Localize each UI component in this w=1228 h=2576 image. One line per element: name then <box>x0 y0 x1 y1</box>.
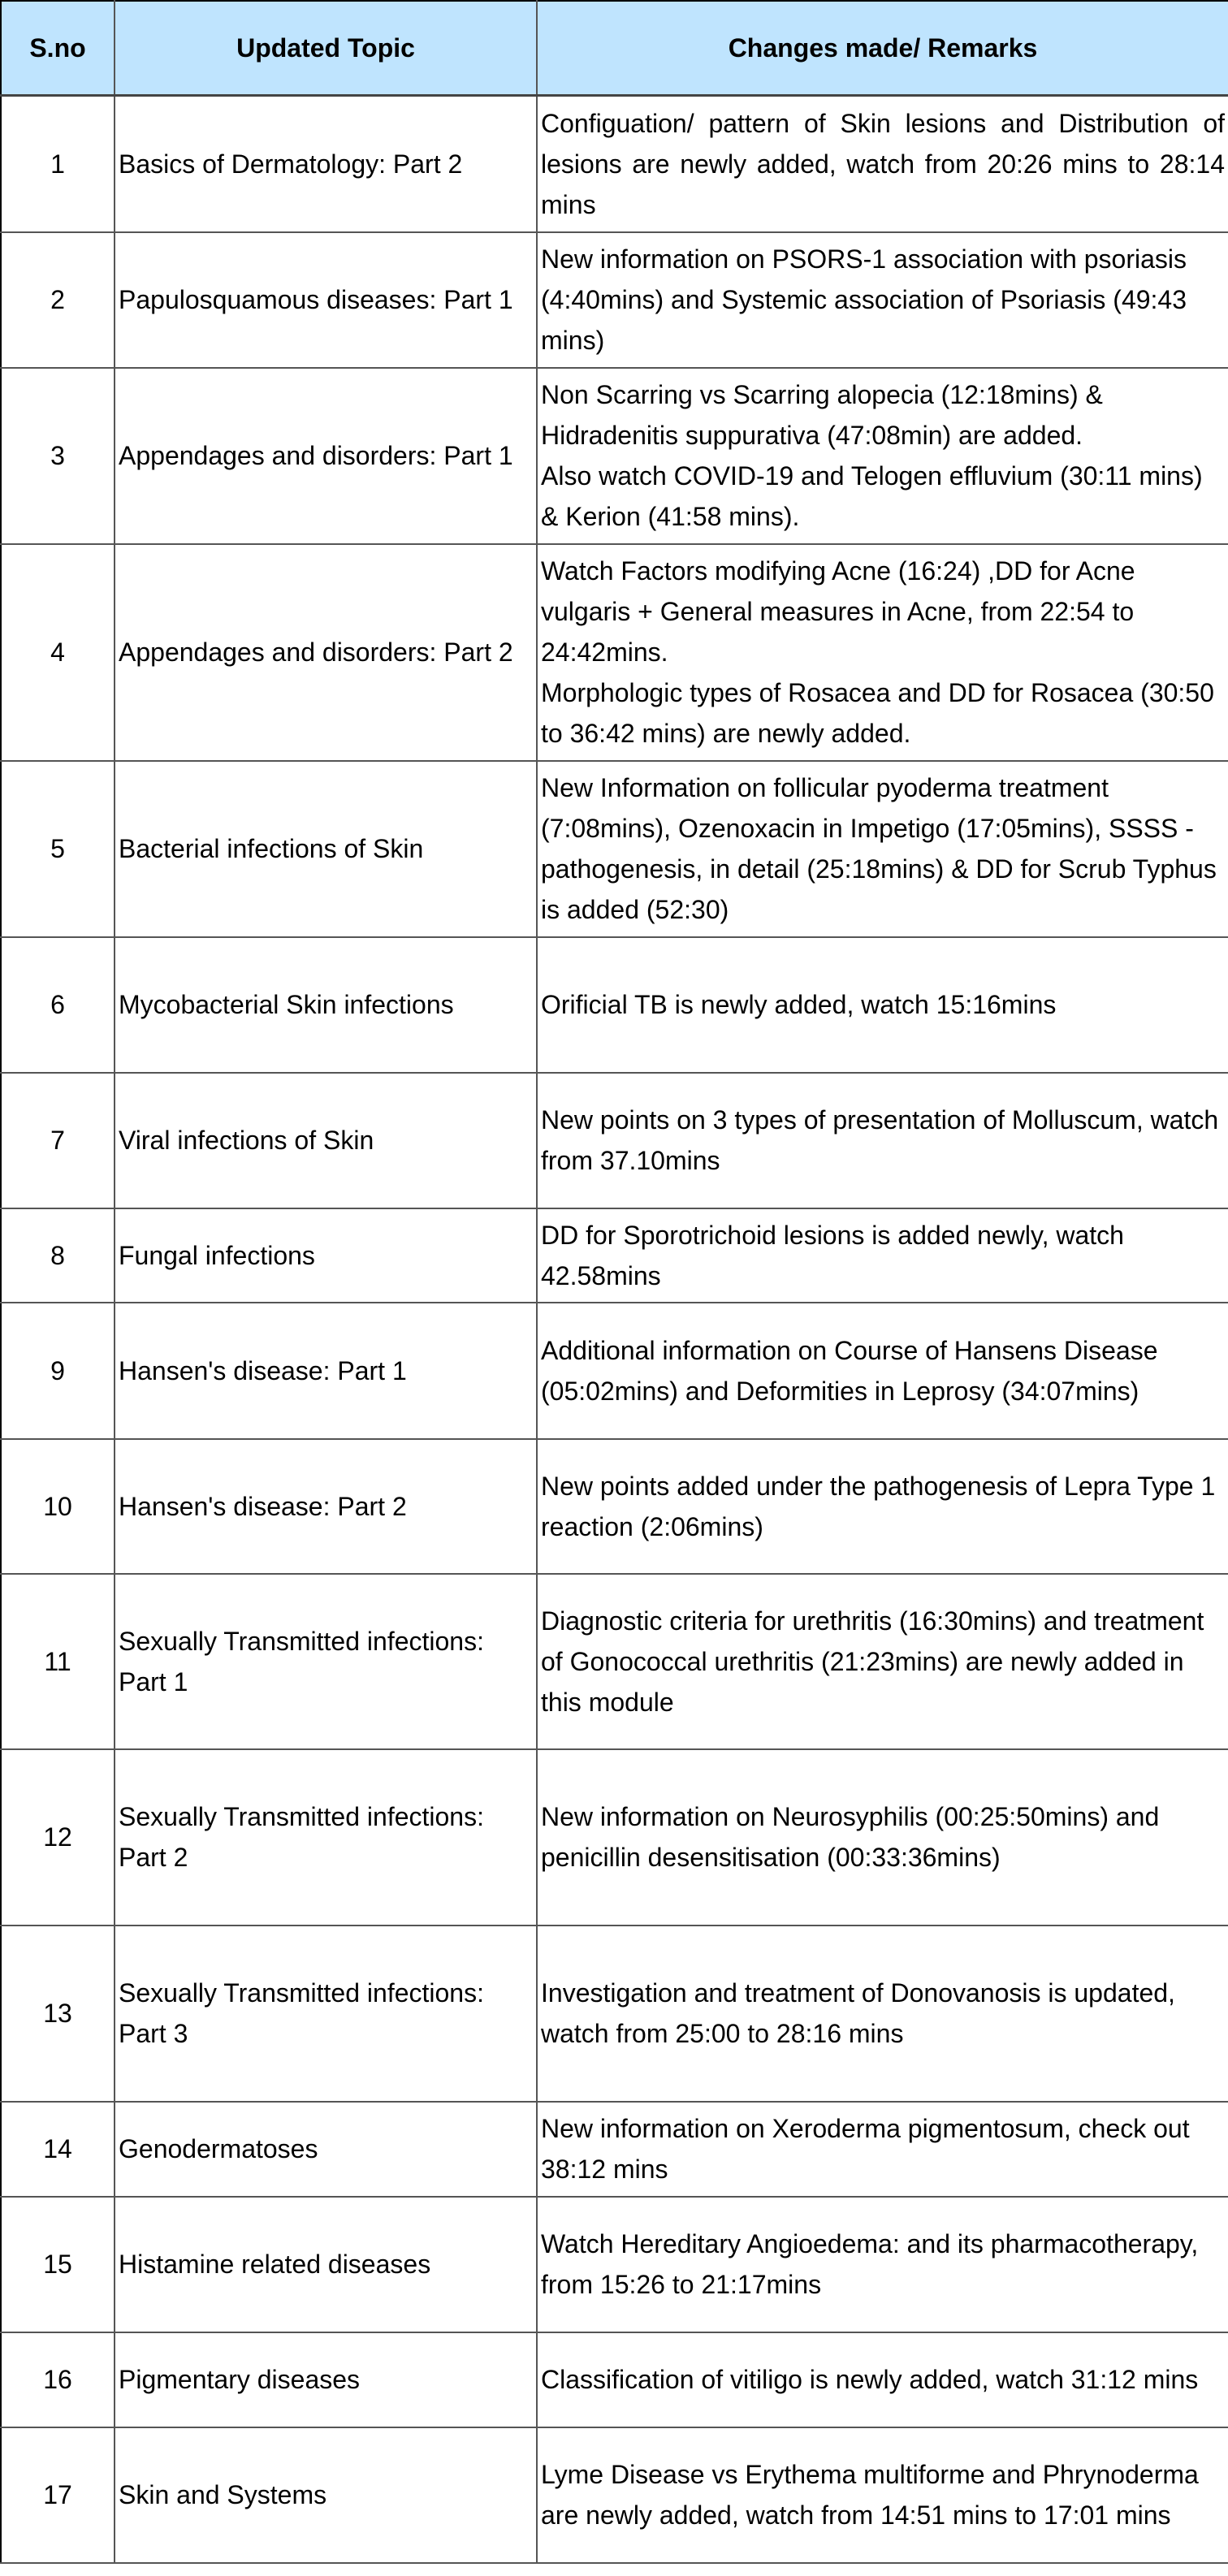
header-sno: S.no <box>1 1 115 96</box>
cell-topic: Bacterial infections of Skin <box>115 761 537 937</box>
header-remarks: Changes made/ Remarks <box>537 1 1228 96</box>
cell-topic: Histamine related diseases <box>115 2197 537 2332</box>
remark-line: DD for Sporotrichoid lesions is added newly, watch 42.58mins <box>541 1220 1124 1290</box>
cell-topic: Appendages and disorders: Part 2 <box>115 544 537 761</box>
remark-line: Classification of vitiligo is newly added, watch 31:12 mins <box>541 2365 1199 2394</box>
cell-topic: Hansen's disease: Part 2 <box>115 1439 537 1574</box>
cell-sno: 11 <box>1 1574 115 1749</box>
cell-topic: Hansen's disease: Part 1 <box>115 1303 537 1439</box>
remark-line: Investigation and treatment of Donovanosis is updated, watch from 25:00 to 28:16 mins <box>541 1978 1175 2048</box>
table-row <box>1 761 1228 937</box>
table-row <box>1 1926 1228 2102</box>
table-row <box>1 1749 1228 1926</box>
cell-topic: Sexually Transmitted infections: Part 2 <box>115 1749 537 1926</box>
cell-remarks <box>537 96 1228 232</box>
table-row <box>1 1303 1228 1439</box>
remark-line: Watch Factors modifying Acne (16:24) ,DD for Acne vulgaris + General measures in Acne, from 22:54 to 24:42mins. <box>541 556 1135 667</box>
cell-sno: 3 <box>1 368 115 544</box>
table-row <box>1 2427 1228 2563</box>
cell-remarks <box>537 1439 1228 1574</box>
cell-sno: 5 <box>1 761 115 937</box>
table-row <box>1 368 1228 544</box>
cell-sno: 15 <box>1 2197 115 2332</box>
header-topic: Updated Topic <box>115 1 537 96</box>
cell-remarks <box>537 2427 1228 2563</box>
cell-topic: Genodermatoses <box>115 2102 537 2197</box>
table-body <box>1 96 1228 2563</box>
cell-topic: Skin and Systems <box>115 2427 537 2563</box>
table-header <box>1 1 1228 96</box>
remark-line: Morphologic types of Rosacea and DD for Rosacea (30:50 to 36:42 mins) are newly added. <box>541 678 1214 748</box>
cell-remarks <box>537 761 1228 937</box>
header-row <box>1 1 1228 96</box>
cell-remarks <box>537 1749 1228 1926</box>
table-row <box>1 1439 1228 1574</box>
table-row <box>1 2197 1228 2332</box>
remark-line: Lyme Disease vs Erythema multiforme and Phrynoderma are newly added, watch from 14:51 mins to 17:01 mins <box>541 2460 1199 2530</box>
table-row <box>1 1073 1228 1208</box>
table-row <box>1 1574 1228 1749</box>
cell-sno: 2 <box>1 232 115 368</box>
cell-sno: 6 <box>1 937 115 1073</box>
remark-line: Additional information on Course of Hansens Disease (05:02mins) and Deformities in Leprosy (34:07mins) <box>541 1335 1158 1406</box>
remark-line: New information on Neurosyphilis (00:25:50mins) and penicillin desensitisation (00:33:36mins) <box>541 1802 1160 1872</box>
remark-line: Non Scarring vs Scarring alopecia (12:18mins) & Hidradenitis suppurativa (47:08min) are added. <box>541 380 1103 450</box>
cell-sno: 1 <box>1 96 115 232</box>
cell-sno: 16 <box>1 2332 115 2427</box>
remark-line: New Information on follicular pyoderma treatment (7:08mins), Ozenoxacin in Impetigo (17:05mins), SSSS - pathogenesis, in detail (25:18mins) & DD for Scrub Typhus is added (52:30) <box>541 773 1217 924</box>
cell-topic: Sexually Transmitted infections: Part 1 <box>115 1574 537 1749</box>
cell-sno: 9 <box>1 1303 115 1439</box>
cell-topic: Basics of Dermatology: Part 2 <box>115 96 537 232</box>
cell-topic: Fungal infections <box>115 1208 537 1303</box>
remark-line: Orificial TB is newly added, watch 15:16mins <box>541 990 1057 1019</box>
cell-remarks <box>537 1303 1228 1439</box>
cell-remarks <box>537 1073 1228 1208</box>
remark-line: New information on PSORS-1 association with psoriasis (4:40mins) and Systemic association of Psoriasis (49:43 mins) <box>541 244 1187 355</box>
cell-sno: 10 <box>1 1439 115 1574</box>
table-row <box>1 544 1228 761</box>
cell-topic: Appendages and disorders: Part 1 <box>115 368 537 544</box>
remark-line: Also watch COVID-19 and Telogen effluvium (30:11 mins) & Kerion (41:58 mins). <box>541 461 1203 531</box>
cell-topic: Mycobacterial Skin infections <box>115 937 537 1073</box>
remark-line: New points on 3 types of presentation of Molluscum, watch from 37.10mins <box>541 1105 1219 1175</box>
cell-sno: 14 <box>1 2102 115 2197</box>
cell-sno: 4 <box>1 544 115 761</box>
remark-line: Watch Hereditary Angioedema: and its pharmacotherapy, from 15:26 to 21:17mins <box>541 2229 1199 2299</box>
table-row <box>1 2102 1228 2197</box>
cell-remarks <box>537 2332 1228 2427</box>
cell-sno: 8 <box>1 1208 115 1303</box>
table-row <box>1 96 1228 232</box>
cell-topic: Pigmentary diseases <box>115 2332 537 2427</box>
cell-topic: Viral infections of Skin <box>115 1073 537 1208</box>
cell-remarks <box>537 2102 1228 2197</box>
cell-topic: Papulosquamous diseases: Part 1 <box>115 232 537 368</box>
cell-sno: 17 <box>1 2427 115 2563</box>
remark-line: Diagnostic criteria for urethritis (16:30mins) and treatment of Gonococcal urethritis (21:23mins) are newly added in this module <box>541 1606 1204 1717</box>
table-row <box>1 232 1228 368</box>
cell-remarks <box>537 1926 1228 2102</box>
cell-remarks <box>537 1574 1228 1749</box>
cell-sno: 12 <box>1 1749 115 1926</box>
cell-remarks <box>537 368 1228 544</box>
cell-remarks <box>537 232 1228 368</box>
cell-sno: 7 <box>1 1073 115 1208</box>
cell-sno: 13 <box>1 1926 115 2102</box>
cell-remarks <box>537 937 1228 1073</box>
cell-remarks <box>537 2197 1228 2332</box>
cell-remarks <box>537 544 1228 761</box>
remark-line: New information on Xeroderma pigmentosum, check out 38:12 mins <box>541 2114 1190 2184</box>
remark-line: Configuation/ pattern of Skin lesions and Distribution of lesions are newly added, watch from 20:26 mins to 28:14 mins <box>541 108 1225 219</box>
table-row <box>1 1208 1228 1303</box>
table-row <box>1 2332 1228 2427</box>
cell-remarks <box>537 1208 1228 1303</box>
cell-topic: Sexually Transmitted infections: Part 3 <box>115 1926 537 2102</box>
table-row <box>1 937 1228 1073</box>
remark-line: New points added under the pathogenesis of Lepra Type 1 reaction (2:06mins) <box>541 1471 1216 1541</box>
